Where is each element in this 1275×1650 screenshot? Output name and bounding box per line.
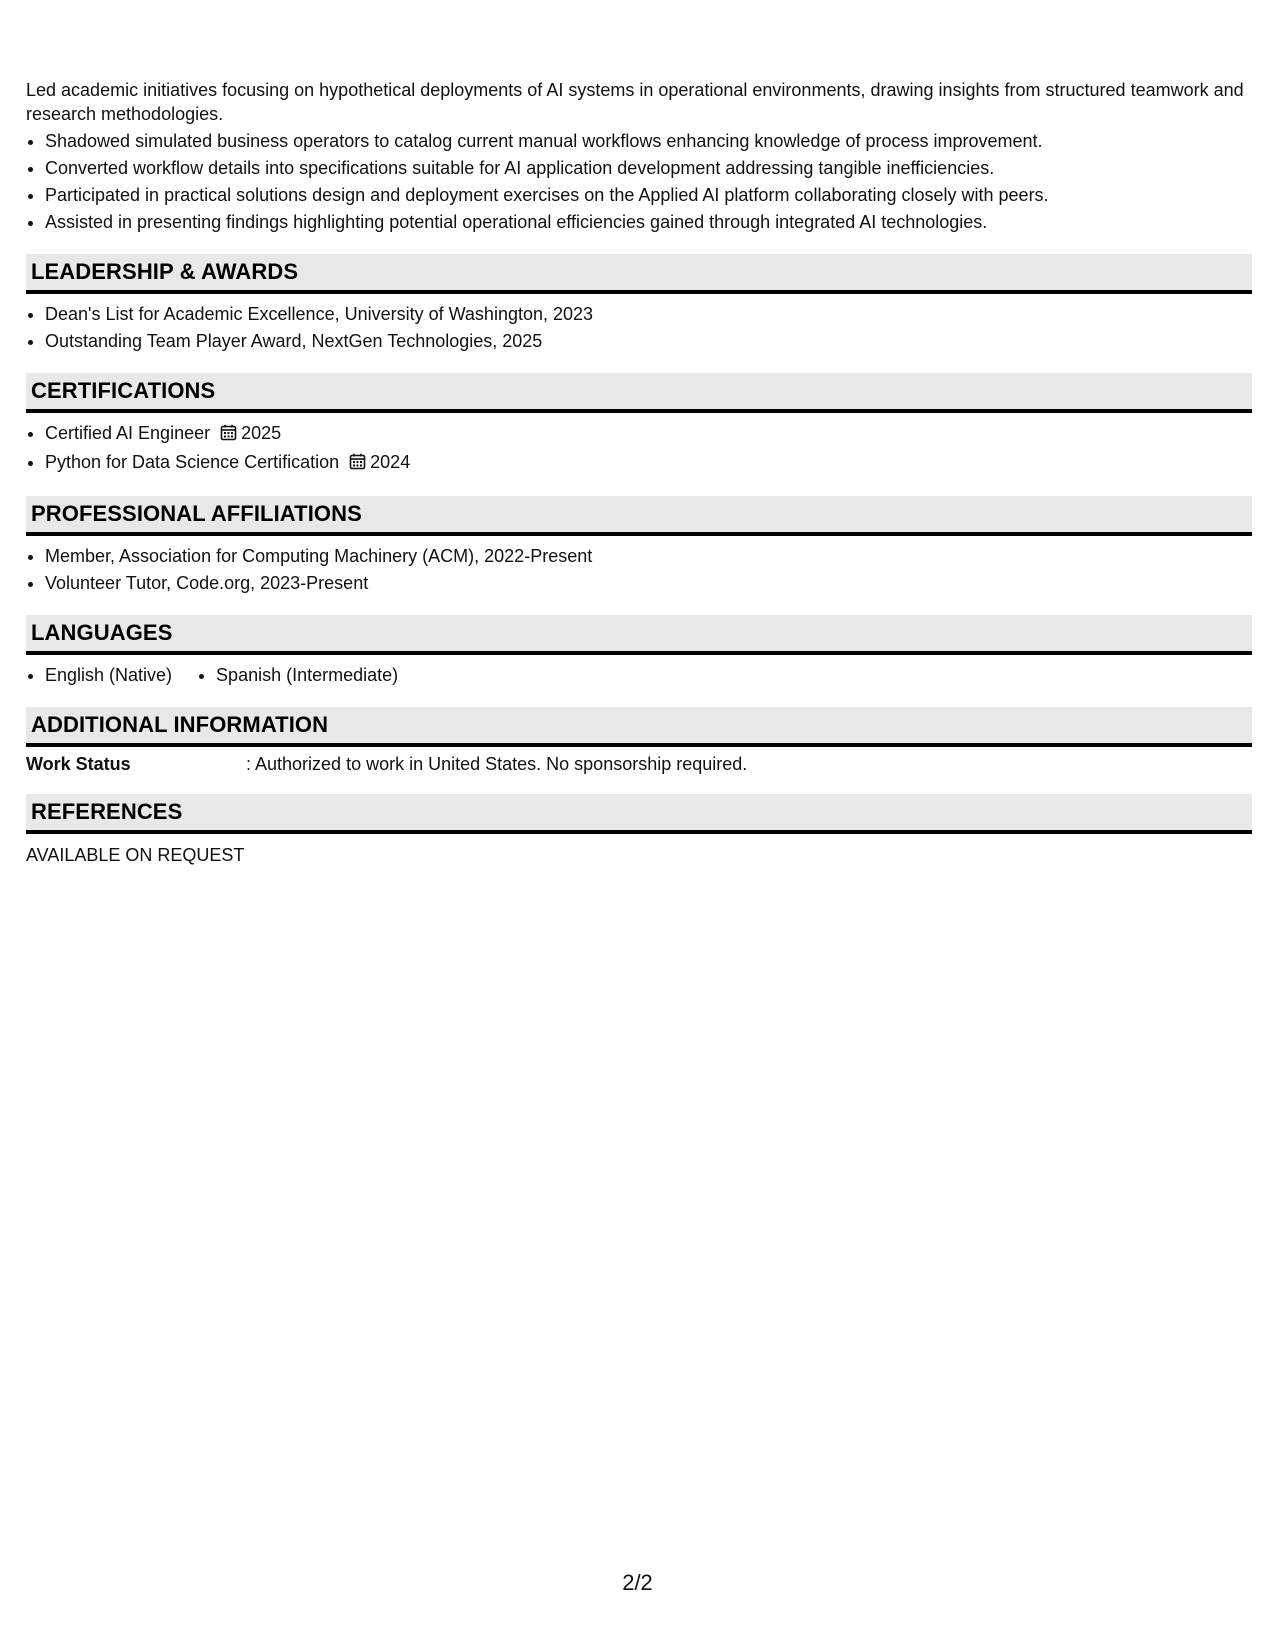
- certification-year: 2024: [370, 452, 411, 472]
- list-item: • Dean's List for Academic Excellence, University of Washington, 2023: [45, 301, 1252, 328]
- references-text: AVAILABLE ON REQUEST: [26, 845, 245, 865]
- page-number: 2/2: [622, 1570, 653, 1595]
- section-header-additional-information: [26, 707, 1252, 747]
- work-status-label: Work Status: [26, 754, 131, 774]
- section-title: LEADERSHIP & AWARDS: [31, 259, 299, 284]
- list-item: • Shadowed simulated business operators to catalog current manual workflows enhancing knowledge of process improvement.: [45, 128, 1252, 155]
- experience-bullets: [26, 128, 1252, 236]
- calendar-icon: [220, 422, 237, 449]
- work-status-value: : Authorized to work in United States. No sponsorship required.: [246, 754, 748, 774]
- list-item: • Outstanding Team Player Award, NextGen Technologies, 2025: [45, 328, 1252, 355]
- list-item: • Assisted in presenting findings highlighting potential operational efficiencies gained through integrated AI technologies.: [45, 209, 1252, 236]
- resume-page: [26, 78, 1252, 867]
- section-header-languages: [26, 615, 1252, 655]
- certification-item: [45, 420, 1252, 449]
- list-item: • Converted workflow details into specifications suitable for AI application development addressing tangible inefficiencies.: [45, 155, 1252, 182]
- section-title: PROFESSIONAL AFFILIATIONS: [31, 501, 362, 526]
- certification-year: 2025: [241, 423, 282, 443]
- section-title: ADDITIONAL INFORMATION: [31, 712, 329, 737]
- list-item: • Participated in practical solutions design and deployment exercises on the Applied AI platform collaborating closely with peers.: [45, 182, 1252, 209]
- leadership-list: [26, 301, 1252, 355]
- language-item: • English (Native): [45, 662, 172, 689]
- list-item: • Member, Association for Computing Machinery (ACM), 2022-Present: [45, 543, 1252, 570]
- work-status-row: [26, 752, 1252, 776]
- section-header-affiliations: [26, 496, 1252, 536]
- list-item: • Volunteer Tutor, Code.org, 2023-Present: [45, 570, 1252, 597]
- certifications-list: [26, 420, 1252, 478]
- language-item: • Spanish (Intermediate): [216, 662, 398, 689]
- section-header-leadership: [26, 254, 1252, 294]
- certification-name: Python for Data Science Certification: [45, 452, 340, 472]
- affiliations-list: [26, 543, 1252, 597]
- section-header-certifications: [26, 373, 1252, 413]
- section-header-references: [26, 794, 1252, 834]
- experience-summary: Led academic initiatives focusing on hypothetical deployments of AI systems in operational environments, drawing insights from structured teamwork and research methodologies.: [26, 80, 1244, 124]
- certification-name: Certified AI Engineer: [45, 423, 211, 443]
- section-title: CERTIFICATIONS: [31, 378, 216, 403]
- certification-item: [45, 449, 1252, 478]
- section-title: LANGUAGES: [31, 620, 173, 645]
- section-title: REFERENCES: [31, 799, 183, 824]
- languages-list: [26, 662, 1252, 689]
- calendar-icon: [349, 451, 366, 478]
